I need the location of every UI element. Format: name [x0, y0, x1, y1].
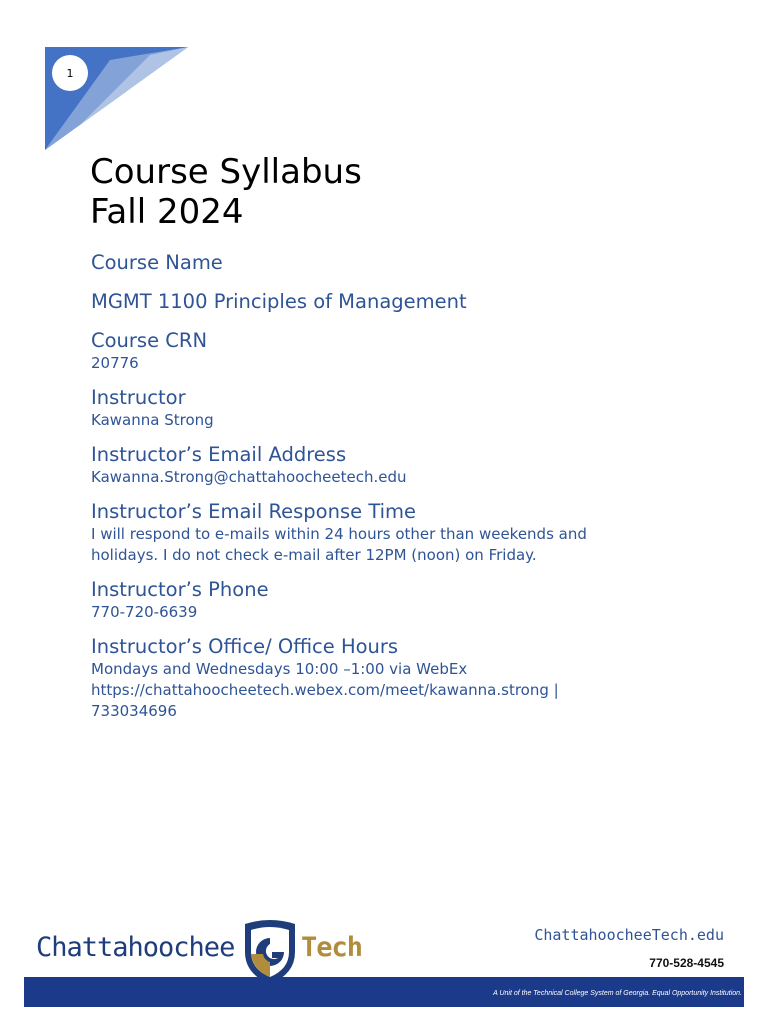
- office-hours-line-1: Mondays and Wednesdays 10:00 –1:00 via WebEx: [91, 660, 468, 678]
- title-line-2: Fall 2024: [90, 192, 244, 232]
- page-number-badge: [52, 55, 88, 91]
- page-footer: [0, 910, 768, 1024]
- corner-decoration: [0, 0, 200, 160]
- page-title: [90, 152, 362, 232]
- syllabus-content: [91, 251, 651, 728]
- office-hours-section: [91, 635, 651, 722]
- instructor-label: Instructor: [91, 386, 186, 409]
- response-time-label: Instructor’s Email Response Time: [91, 500, 417, 523]
- footer-tagline: A Unit of the Technical College System of Georgia. Equal Opportunity Institution.: [493, 990, 742, 997]
- instructor-value: Kawanna Strong: [91, 411, 214, 429]
- course-name-value: MGMT 1100 Principles of Management: [91, 290, 467, 313]
- response-time-section: [91, 500, 651, 566]
- email-value: Kawanna.Strong@chattahoocheetech.edu: [91, 468, 407, 486]
- phone-section: [91, 578, 651, 623]
- crn-section: [91, 329, 651, 374]
- page-number: 1: [66, 66, 74, 80]
- brand-name-right: Tech: [301, 932, 363, 963]
- course-name-label: Course Name: [91, 251, 223, 274]
- footer-phone: 770-528-4545: [649, 956, 724, 970]
- office-hours-meeting-id: 733034696: [91, 702, 177, 720]
- website-link[interactable]: ChattahoocheeTech.edu: [534, 926, 724, 944]
- office-hours-label: Instructor’s Office/ Office Hours: [91, 635, 399, 658]
- phone-label: Instructor’s Phone: [91, 578, 269, 601]
- email-label: Instructor’s Email Address: [91, 443, 347, 466]
- course-name-section: [91, 251, 651, 275]
- instructor-section: [91, 386, 651, 431]
- crn-label: Course CRN: [91, 329, 208, 352]
- office-hours-link[interactable]: https://chattahoocheetech.webex.com/meet/kawanna.strong |: [91, 681, 559, 699]
- title-line-1: Course Syllabus: [90, 152, 362, 192]
- phone-value: 770-720-6639: [91, 603, 198, 621]
- email-section: [91, 443, 651, 488]
- brand-name-left: Chattahoochee: [36, 932, 235, 963]
- response-time-line-1: I will respond to e-mails within 24 hours other than weekends and: [91, 525, 587, 543]
- shield-logo-icon: [241, 918, 299, 986]
- crn-value: 20776: [91, 354, 139, 372]
- response-time-line-2: holidays. I do not check e-mail after 12PM (noon) on Friday.: [91, 546, 537, 564]
